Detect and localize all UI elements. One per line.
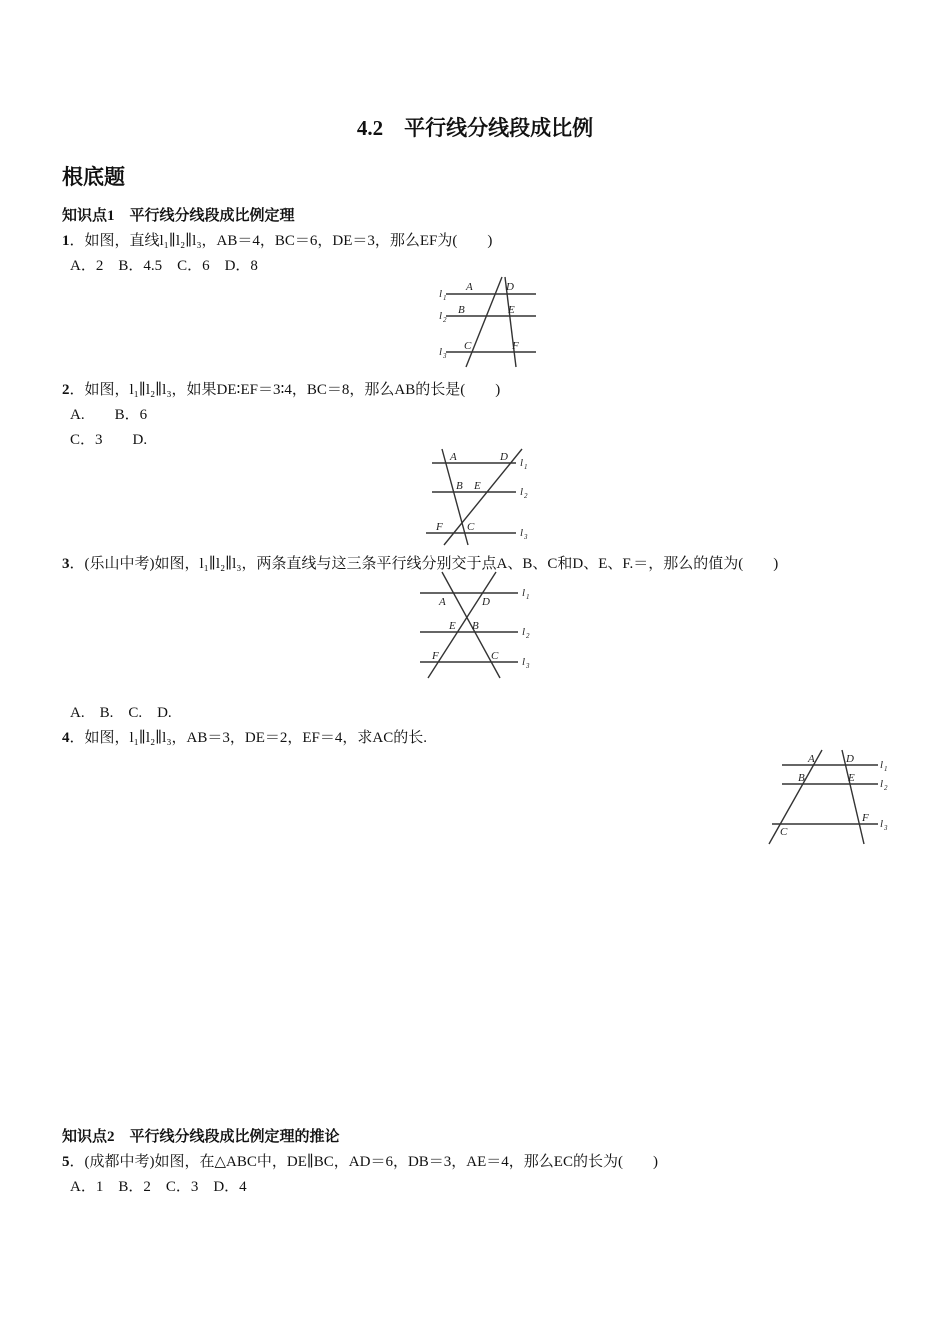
label-l: l [880,778,884,790]
question-5-options: A．1 B．2 C．3 D．4 [70,1179,247,1195]
point-b-label: B [798,772,805,784]
label-l: l [439,310,443,322]
point-b-label: B [456,480,463,492]
point-f-label: F [436,521,443,533]
label-sub: 2 [884,784,888,792]
figure-question-3 [416,570,538,680]
question-2 [62,378,500,399]
point-c-label: C [464,340,472,352]
question-2-number: 2 [62,382,70,398]
question-1-text: ．如图，直线l₁∥l₂∥l₃，AB＝4，BC＝6，DE＝3，那么EF为( ) [69,233,493,249]
point-f-label: F [432,650,439,662]
point-e-label: E [508,304,515,316]
point-a-label: A [808,753,815,765]
question-3-number: 3 [62,556,70,572]
label-sub: 3 [443,352,447,360]
point-d-label: D [500,451,508,463]
point-b-label: B [472,620,479,632]
question-5 [62,1150,658,1171]
label-l: l [522,587,526,599]
page-title: 4.2 平行线分线段成比例 [356,116,594,140]
label-sub: 2 [443,316,447,324]
label-sub: 2 [526,632,530,640]
label-sub: 3 [524,533,528,541]
label-sub: 3 [884,824,888,832]
question-3-text: ．(乐山中考)如图，l₁∥l₂∥l₃，两条直线与这三条平行线分别交于点A、B、C和D、E、F.＝，那么的值为( ) [69,556,779,572]
point-e-label: E [449,620,456,632]
label-l: l [880,818,884,830]
point-d-label: D [506,281,514,293]
question-1-options: A．2 B．4.5 C．6 D．8 [70,258,258,274]
label-l: l [520,457,524,469]
point-e-label: E [848,772,855,784]
question-2-options-line-2: C．3 D. [70,432,148,448]
question-4 [62,726,427,747]
label-l: l [522,656,526,668]
point-d-label: D [846,753,854,765]
point-a-label: A [450,451,457,463]
label-l: l [439,288,443,300]
label-sub: 1 [526,593,530,601]
figure-question-2 [424,446,534,546]
question-5-number: 5 [62,1154,70,1170]
point-e-label: E [474,480,481,492]
figure-question-1 [436,275,536,370]
label-l: l [522,626,526,638]
label-l: l [439,346,443,358]
label-l: l [520,486,524,498]
knowledge-point-1: 知识点1 平行线分线段成比例定理 [62,208,295,224]
label-sub: 1 [443,294,447,302]
point-b-label: B [458,304,465,316]
point-f-label: F [512,340,519,352]
point-a-label: A [439,596,446,608]
question-4-text: ．如图，l₁∥l₂∥l₃，AB＝3，DE＝2，EF＝4，求AC的长. [69,730,427,746]
section-heading: 根底题 [62,165,125,189]
point-c-label: C [467,521,475,533]
label-sub: 1 [884,765,888,773]
question-1-number: 1 [62,233,70,249]
question-4-number: 4 [62,730,70,746]
label-sub: 1 [524,463,528,471]
question-2-text: ．如图，l₁∥l₂∥l₃，如果DE∶EF＝3∶4，BC＝8，那么AB的长是( ) [69,382,501,398]
question-3-options: A. B. C. D. [70,705,172,721]
label-sub: 2 [524,492,528,500]
figure-question-4 [766,748,894,848]
question-5-text: ．(成都中考)如图，在△ABC中，DE∥BC，AD＝6，DB＝3，AE＝4，那么EC的长为( ) [69,1154,658,1170]
point-c-label: C [491,650,499,662]
point-a-label: A [466,281,473,293]
question-2-options-line-1: A. B．6 [70,407,148,423]
label-sub: 3 [526,662,530,670]
knowledge-point-2: 知识点2 平行线分线段成比例定理的推论 [62,1129,340,1145]
point-c-label: C [780,826,788,838]
label-l: l [880,759,884,771]
point-d-label: D [482,596,490,608]
question-1 [62,229,492,250]
point-f-label: F [862,812,869,824]
label-l: l [520,527,524,539]
